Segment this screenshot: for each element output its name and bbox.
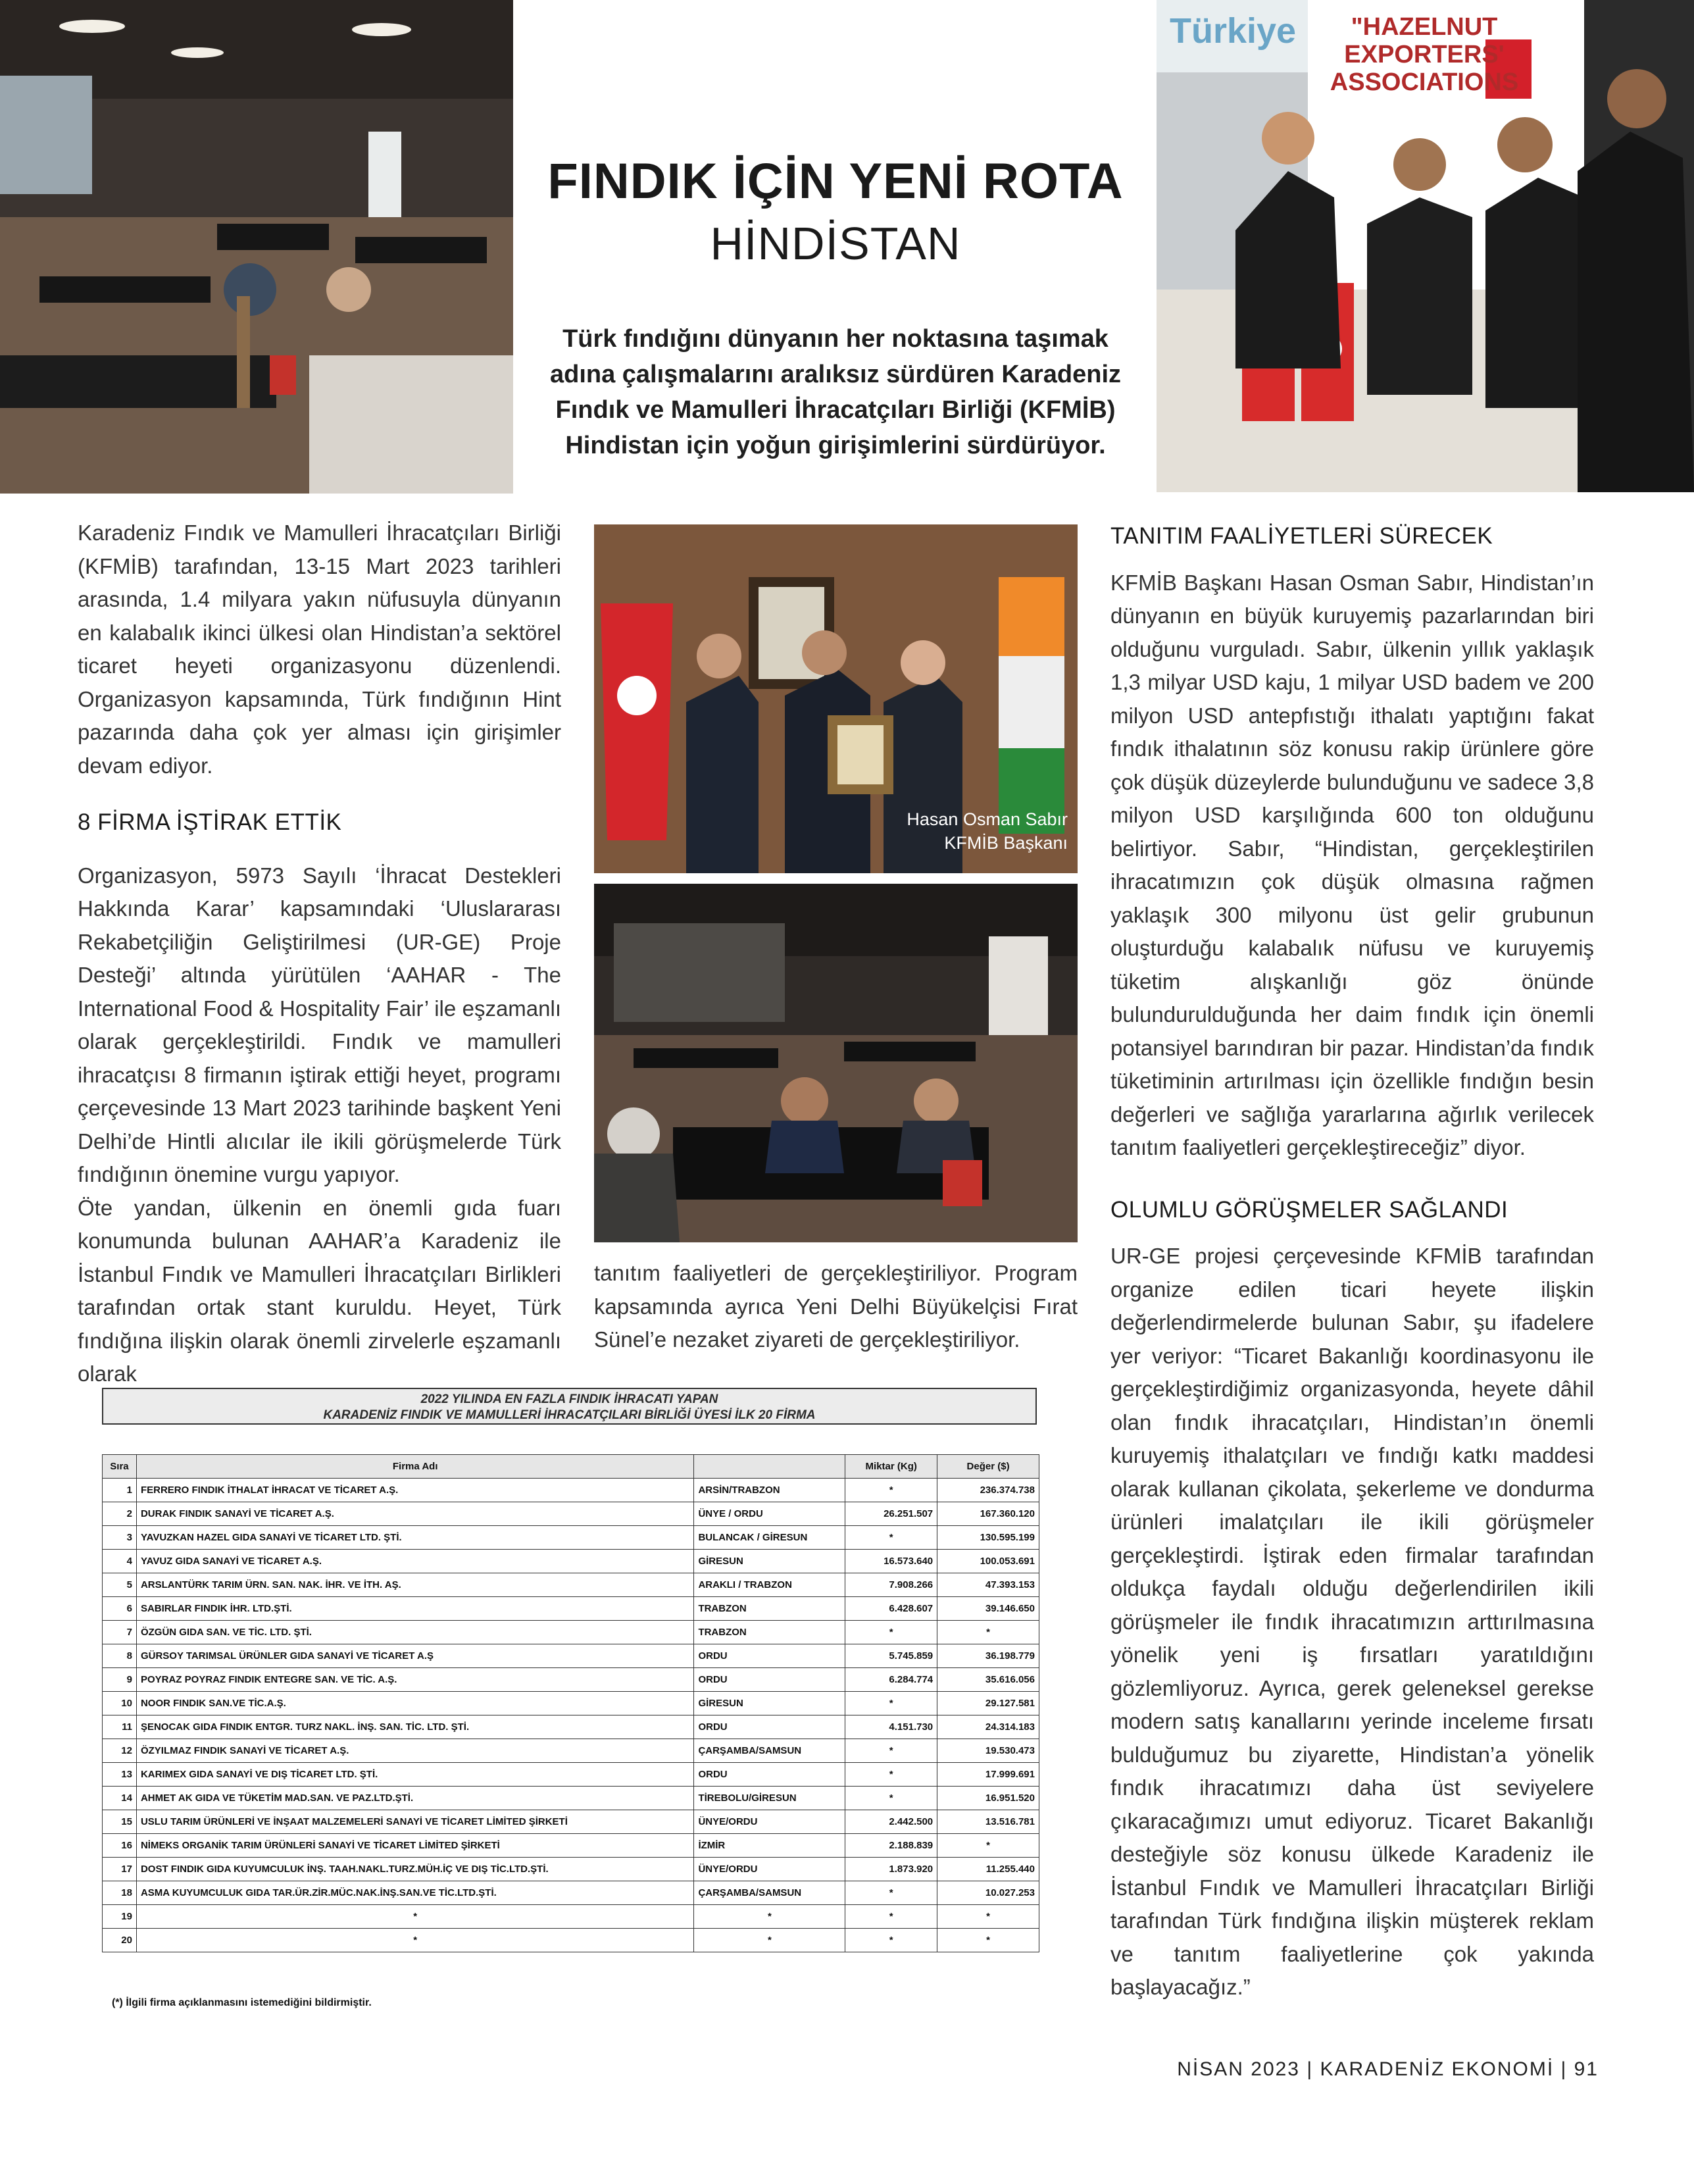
cell-location: ORDU xyxy=(694,1668,845,1692)
cell-rank: 8 xyxy=(103,1644,137,1668)
table-row xyxy=(103,1502,1039,1526)
section-heading-promotion: TANITIM FAALİYETLERİ SÜRECEK xyxy=(1110,523,1493,549)
table-row xyxy=(103,1573,1039,1597)
table-title-line-1: 2022 YILINDA EN FAZLA FINDIK İHRACATI YAPAN xyxy=(420,1392,718,1406)
table-row xyxy=(103,1834,1039,1858)
cell-value: 17.999.691 xyxy=(937,1763,1039,1787)
table-row xyxy=(103,1692,1039,1715)
cell-firm: DOST FINDIK GIDA KUYUMCULUK İNŞ. TAAH.NAKL.TURZ.MÜH.İÇ VE DIŞ TİC.LTD.ŞTİ. xyxy=(136,1858,693,1881)
cell-firm: ASMA KUYUMCULUK GIDA TAR.ÜR.ZİR.MÜC.NAK.İNŞ.SAN.VE TİC.LTD.ŞTİ. xyxy=(136,1881,693,1905)
cell-location: TİREBOLU/GİRESUN xyxy=(694,1787,845,1810)
cell-location: TRABZON xyxy=(694,1621,845,1644)
cell-rank: 16 xyxy=(103,1834,137,1858)
col-header-rank: Sıra xyxy=(103,1455,137,1479)
caption-name: Hasan Osman Sabır xyxy=(907,809,1068,829)
cell-quantity: 2.188.839 xyxy=(845,1834,937,1858)
cell-quantity: * xyxy=(845,1526,937,1550)
cell-firm: GÜRSOY TARIMSAL ÜRÜNLER GIDA SANAYİ VE TİCARET A.Ş xyxy=(136,1644,693,1668)
cell-location: * xyxy=(694,1905,845,1929)
cell-rank: 13 xyxy=(103,1763,137,1787)
cell-value: 167.360.120 xyxy=(937,1502,1039,1526)
cell-value: 35.616.056 xyxy=(937,1668,1039,1692)
article-column-3 xyxy=(1110,520,1594,2004)
cell-firm: AHMET AK GIDA VE TÜKETİM MAD.SAN. VE PAZ.LTD.ŞTİ. xyxy=(136,1787,693,1810)
table-header-row xyxy=(103,1455,1039,1479)
cell-value: 11.255.440 xyxy=(937,1858,1039,1881)
cell-location: BULANCAK / GİRESUN xyxy=(694,1526,845,1550)
cell-quantity: 4.151.730 xyxy=(845,1715,937,1739)
cell-location: ARSİN/TRABZON xyxy=(694,1479,845,1502)
cell-location: ÜNYE/ORDU xyxy=(694,1858,845,1881)
cell-quantity: 16.573.640 xyxy=(845,1550,937,1573)
cell-rank: 17 xyxy=(103,1858,137,1881)
cell-firm: * xyxy=(136,1929,693,1952)
table-row xyxy=(103,1668,1039,1692)
page-subtitle: HİNDİSTAN xyxy=(710,218,961,269)
cell-quantity: 6.428.607 xyxy=(845,1597,937,1621)
table-row xyxy=(103,1810,1039,1834)
cell-value: 24.314.183 xyxy=(937,1715,1039,1739)
table-row xyxy=(103,1479,1039,1502)
cell-location: TRABZON xyxy=(694,1597,845,1621)
table-body xyxy=(103,1479,1039,1952)
cell-quantity: * xyxy=(845,1905,937,1929)
cell-rank: 7 xyxy=(103,1621,137,1644)
table-row xyxy=(103,1858,1039,1881)
cell-value: 29.127.581 xyxy=(937,1692,1039,1715)
sabir-paragraph: KFMİB Başkanı Hasan Osman Sabır, Hindistan’ın dünyanın en büyük kuruyemiş pazarlarından biri olduğunu vurguladı. Sabır, ülkenin yıllık yaklaşık 1,3 milyar USD kaju, 1 milyar USD badem ve 200 milyon USD antepfıstığı ithalatı yaptığını fakat fındık ithalatının söz konusu rakip ürünlere göre çok düşük düzeylerde bulunduğunu ve sadece 3,8 milyon USD karşılığında 600 ton olduğunu belirtiyor. Sabır, “Hindistan, gerçekleştirilen ihracatımızın çok düşük olmasına rağmen yaklaşık 300 milyonu üst gelir grubunun oluşturduğu kalabalık nüfusu ve kuruyemiş tüketim alışkanlığı göz önünde bulundurulduğunda her daim fındık için önemli potansiyel barındıran bir pazar. Hindistan’da fındık tüketiminin artırılması için özellikle fındığın besin değerleri ve sağlığa yararlarına ağırlık verilecek tanıtım faaliyetleri gerçekleştireceğiz” diyor. xyxy=(1110,570,1594,1159)
cell-value: 16.951.520 xyxy=(937,1787,1039,1810)
article-column-1 xyxy=(78,517,561,1391)
cell-firm: ÖZGÜN GIDA SAN. VE TİC. LTD. ŞTİ. xyxy=(136,1621,693,1644)
cell-quantity: 5.745.859 xyxy=(845,1644,937,1668)
cell-rank: 18 xyxy=(103,1881,137,1905)
cell-location: * xyxy=(694,1929,845,1952)
table-row xyxy=(103,1715,1039,1739)
cell-value: 13.516.781 xyxy=(937,1810,1039,1834)
cell-rank: 12 xyxy=(103,1739,137,1763)
cell-firm: YAVUZ GIDA SANAYİ VE TİCARET A.Ş. xyxy=(136,1550,693,1573)
cell-value: * xyxy=(937,1929,1039,1952)
section-heading-meetings: OLUMLU GÖRÜŞMELER SAĞLANDI xyxy=(1110,1196,1508,1223)
cell-location: ÇARŞAMBA/SAMSUN xyxy=(694,1881,845,1905)
cell-firm: DURAK FINDIK SANAYİ VE TİCARET A.Ş. xyxy=(136,1502,693,1526)
delegation-photo xyxy=(594,524,1078,873)
cell-rank: 2 xyxy=(103,1502,137,1526)
cell-quantity: * xyxy=(845,1739,937,1763)
banner-brand: Türkiye xyxy=(1170,11,1297,51)
table-row xyxy=(103,1881,1039,1905)
table-row xyxy=(103,1621,1039,1644)
col-header-quantity: Miktar (Kg) xyxy=(845,1455,937,1479)
cell-value: 100.053.691 xyxy=(937,1550,1039,1573)
col-header-value: Değer ($) xyxy=(937,1455,1039,1479)
table-row xyxy=(103,1597,1039,1621)
cell-location: GİRESUN xyxy=(694,1550,845,1573)
table-row xyxy=(103,1550,1039,1573)
cell-quantity: * xyxy=(845,1787,937,1810)
page-title: FINDIK İÇİN YENİ ROTA xyxy=(547,153,1124,209)
cell-value: 19.530.473 xyxy=(937,1739,1039,1763)
cell-quantity: * xyxy=(845,1763,937,1787)
cell-location: ÜNYE/ORDU xyxy=(694,1810,845,1834)
col-header-firm: Firma Adı xyxy=(136,1455,693,1479)
cell-value: 10.027.253 xyxy=(937,1881,1039,1905)
cell-location: İZMİR xyxy=(694,1834,845,1858)
table-row xyxy=(103,1929,1039,1952)
cell-rank: 9 xyxy=(103,1668,137,1692)
table-row xyxy=(103,1763,1039,1787)
table-row xyxy=(103,1644,1039,1668)
cell-firm: ARSLANTÜRK TARIM ÜRN. SAN. NAK. İHR. VE İTH. AŞ. xyxy=(136,1573,693,1597)
top-exporters-table xyxy=(102,1454,1039,1952)
cell-location: ÇARŞAMBA/SAMSUN xyxy=(694,1739,845,1763)
cell-firm: KARIMEX GIDA SANAYİ VE DIŞ TİCARET LTD. ŞTİ. xyxy=(136,1763,693,1787)
cell-value: 130.595.199 xyxy=(937,1526,1039,1550)
cell-rank: 5 xyxy=(103,1573,137,1597)
table-row xyxy=(103,1905,1039,1929)
cell-quantity: 2.442.500 xyxy=(845,1810,937,1834)
article-column-2 xyxy=(594,1257,1078,1357)
cell-firm: POYRAZ POYRAZ FINDIK ENTEGRE SAN. VE TİC. A.Ş. xyxy=(136,1668,693,1692)
cell-location: ORDU xyxy=(694,1715,845,1739)
cell-location: ORDU xyxy=(694,1644,845,1668)
cell-firm: SABIRLAR FINDIK İHR. LTD.ŞTİ. xyxy=(136,1597,693,1621)
cell-quantity: 1.873.920 xyxy=(845,1858,937,1881)
cell-rank: 3 xyxy=(103,1526,137,1550)
cell-quantity: * xyxy=(845,1929,937,1952)
cell-location: ARAKLI / TRABZON xyxy=(694,1573,845,1597)
cell-location: ÜNYE / ORDU xyxy=(694,1502,845,1526)
cell-value: 39.146.650 xyxy=(937,1597,1039,1621)
organization-paragraph: Organizasyon, 5973 Sayılı ‘İhracat Destekleri Hakkında Karar’ kapsamındaki ‘Uluslararası Rekabetçiliğin Geliştirilmesi (UR-GE) Proje Desteği’ altında yürütülen ‘AAHAR - The International Food & Hospitality Fair’ ile eşzamanlı olarak gerçekleştirildi. Fındık ve mamulleri ihracatçısı 8 firmanın iştirak ettiği heyet, programı çerçevesinde 13 Mart 2023 tarihinde başkent Yeni Delhi’de Hintli alıcılar ile ikili görüşmelerde Türk fındığının önemine vurgu yapıyor. xyxy=(78,863,561,1186)
aahar-paragraph: Öte yandan, ülkenin en önemli gıda fuarı konumunda bulunan AAHAR’a Karadeniz ile İstanbul Fındık ve Mamulleri İhracatçıları Birlikleri tarafından ortak stant kuruldu. Heyet, Türk fındığına ilişkin olarak önemli zirvelerle eşzamanlı olarak xyxy=(78,1195,561,1386)
cell-value: * xyxy=(937,1834,1039,1858)
intro-paragraph: Karadeniz Fındık ve Mamulleri İhracatçıları Birliği (KFMİB) tarafından, 13-15 Mart 2023 tarihleri arasında, 1.4 milyara yakın nüfusuyla dünyanın en kalabalık ikinci ülkesi olan Hindistan’a sektörel ticaret heyeti organizasyonu düzenlendi. Organizasyon kapsamında, Türk fındığının Hint pazarında daha çok yer alması için girişimler devam ediyor. xyxy=(78,521,561,778)
cell-location: ORDU xyxy=(694,1763,845,1787)
cell-rank: 19 xyxy=(103,1905,137,1929)
cell-firm: ŞENOCAK GIDA FINDIK ENTGR. TURZ NAKL. İNŞ. SAN. TİC. LTD. ŞTİ. xyxy=(136,1715,693,1739)
banner-line-3: ASSOCIATIONS xyxy=(1330,68,1519,96)
cell-rank: 20 xyxy=(103,1929,137,1952)
cell-rank: 11 xyxy=(103,1715,137,1739)
cell-value: 47.393.153 xyxy=(937,1573,1039,1597)
meetings-paragraph: UR-GE projesi çerçevesinde KFMİB tarafından organize edilen ticari heyete ilişkin değerlendirmelerde bulunan Sabır, şu ifadelere yer veriyor: “Ticaret Bakanlığı koordinasyonu ile gerçekleştirdiğimiz organizasyonda, heyete dâhil olan fındık ihracatçıları, Hindistan’ın önemli kuruyemiş ithalatçıları ve fındığı katkı maddesi olarak kullanan çikolata, şekerleme ve dondurma ürünleri imalatçıları ile ikili görüşmeler gerçekleştirdi. İştirak eden firmalar tarafından oldukça faydalı olduğu değerlendirilen ikili görüşmeler ile fındık ihracatımızın arttırılmasına yönelik yeni iş fırsatları yaratıldığını gözlemliyoruz. Ayrıca, gerek geleneksel gerekse modern satış kanallarını yerinde inceleme fırsatı bulduğumuz bu ziyarette, Hindistan’a yönelik fındık ihracatımızı daha üst seviyelere çıkaracağımızı umut ediyoruz. Ticaret Bakanlığı desteğiyle söz konusu ülkede Karadeniz ile İstanbul Fındık ve Mamulleri İhracatçıları Birliği tarafından Türk fındığına ilişkin müşterek reklam ve tanıtım faaliyetlerine çok yakında başlayacağız.” xyxy=(1110,1244,1594,1999)
cell-rank: 6 xyxy=(103,1597,137,1621)
caption-role: KFMİB Başkanı xyxy=(944,833,1068,853)
cell-firm: NOOR FINDIK SAN.VE TİC.A.Ş. xyxy=(136,1692,693,1715)
section-heading-8-firms: 8 FİRMA İŞTİRAK ETTİK xyxy=(78,809,342,835)
fair-stand-photo xyxy=(1157,0,1694,492)
cell-value: 236.374.738 xyxy=(937,1479,1039,1502)
cell-quantity: * xyxy=(845,1881,937,1905)
cell-value: * xyxy=(937,1621,1039,1644)
cell-quantity: 6.284.774 xyxy=(845,1668,937,1692)
cell-rank: 4 xyxy=(103,1550,137,1573)
b2b-meetings-photo xyxy=(594,884,1078,1242)
banner-text xyxy=(1329,13,1520,96)
meeting-hall-photo xyxy=(0,0,513,494)
lead-paragraph: Türk fındığını dünyanın her noktasına taşımak adına çalışmalarını aralıksız sürdüren Karadeniz Fındık ve Mamulleri İhracatçıları Birliği (KFMİB) Hindistan için yoğun girişimlerini sürdürüyor. xyxy=(549,325,1122,459)
cell-rank: 10 xyxy=(103,1692,137,1715)
table-title-line-2: KARADENİZ FINDIK VE MAMULLERİ İHRACATÇILARI BİRLİĞİ ÜYESİ İLK 20 FİRMA xyxy=(323,1408,816,1422)
table-row xyxy=(103,1526,1039,1550)
cell-rank: 14 xyxy=(103,1787,137,1810)
cell-quantity: 26.251.507 xyxy=(845,1502,937,1526)
cell-firm: * xyxy=(136,1905,693,1929)
cell-firm: USLU TARIM ÜRÜNLERİ VE İNŞAAT MALZEMELERİ SANAYİ VE TİCARET LİMİTED ŞİRKETİ xyxy=(136,1810,693,1834)
cell-rank: 1 xyxy=(103,1479,137,1502)
cell-quantity: * xyxy=(845,1479,937,1502)
photo-caption xyxy=(857,807,1068,855)
cell-value: 36.198.779 xyxy=(937,1644,1039,1668)
continuation-paragraph: tanıtım faaliyetleri de gerçekleştiriliyor. Program kapsamında ayrıca Yeni Delhi Büyükelçisi Fırat Sünel’e nezaket ziyareti de gerçekleştiriliyor. xyxy=(594,1261,1078,1352)
table-row xyxy=(103,1739,1039,1763)
cell-firm: ÖZYILMAZ FINDIK SANAYİ VE TİCARET A.Ş. xyxy=(136,1739,693,1763)
cell-quantity: * xyxy=(845,1692,937,1715)
cell-rank: 15 xyxy=(103,1810,137,1834)
cell-firm: NİMEKS ORGANİK TARIM ÜRÜNLERİ SANAYİ VE TİCARET LİMİTED ŞİRKETİ xyxy=(136,1834,693,1858)
cell-firm: YAVUZKAN HAZEL GIDA SANAYİ VE TİCARET LTD. ŞTİ. xyxy=(136,1526,693,1550)
cell-value: * xyxy=(937,1905,1039,1929)
table-title xyxy=(102,1388,1037,1425)
cell-location: GİRESUN xyxy=(694,1692,845,1715)
cell-firm: FERRERO FINDIK İTHALAT İHRACAT VE TİCARET A.Ş. xyxy=(136,1479,693,1502)
cell-quantity: * xyxy=(845,1621,937,1644)
banner-line-2: EXPORTERS' xyxy=(1344,41,1505,68)
banner-line-1: "HAZELNUT xyxy=(1351,13,1498,41)
col-header-location xyxy=(694,1455,845,1479)
table-footnote: (*) İlgili firma açıklanmasını istemediğini bildirmiştir. xyxy=(112,1997,372,2008)
cell-quantity: 7.908.266 xyxy=(845,1573,937,1597)
table-row xyxy=(103,1787,1039,1810)
page-footer: NİSAN 2023 | KARADENİZ EKONOMİ | 91 xyxy=(1177,2058,1599,2080)
